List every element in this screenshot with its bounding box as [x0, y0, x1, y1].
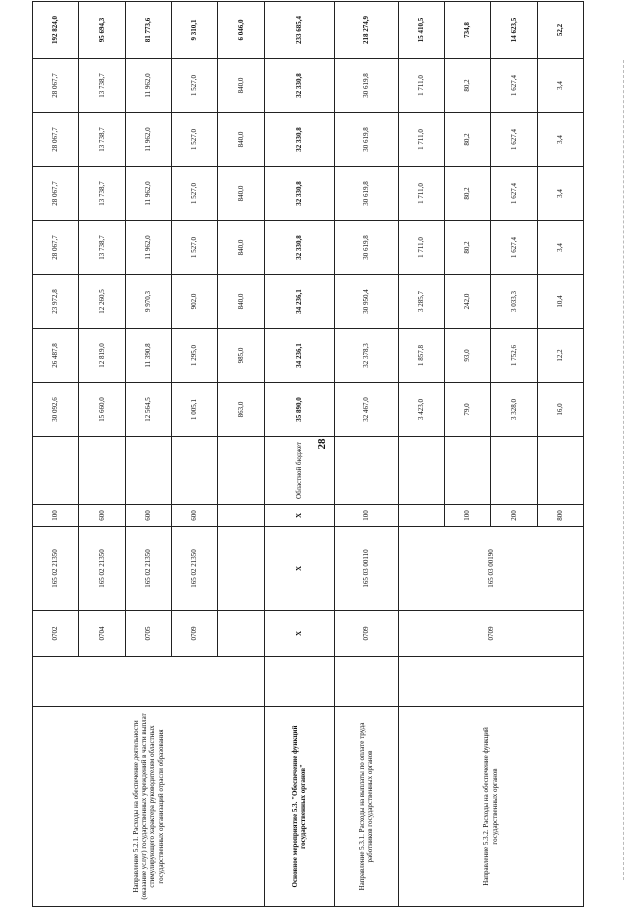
budget-table [32, 1, 584, 907]
row-label: Направление 5.3.2. Расходы на обеспечение функций государственных органов [398, 707, 583, 907]
table-row: Направление 5.3.1. Расходы на выплаты по оплате труда работников государственных органов 0709 165 03 00110 100 32 467,0 32 378,3 30 950,4 30 619,8 30 619,8 30 619,8 30 619,8 218 274,9 [334, 2, 398, 907]
table-row: 0709 165 02 21350 600 1 005,1 1 295,0 902,0 1 527,0 1 527,0 1 527,0 1 527,0 9 310,1 [171, 2, 217, 907]
row-label: Направление 5.2.1. Расходы на обеспечение деятельности (оказание услуг) государственных учреждений в части выплат стимулирующего характера руководителям областных государственных организаций отрасли образования [33, 707, 265, 907]
row-label: Направление 5.3.1. Расходы на выплаты по оплате труда работников государственных органов [334, 707, 398, 907]
table-row: 0704 165 02 21350 600 15 660,0 12 819,0 12 260,5 13 738,7 13 738,7 13 738,7 13 738,7 95 694,3 [79, 2, 125, 907]
table-row: Направление 5.2.1. Расходы на обеспечение деятельности (оказание услуг) государственных учреждений в части выплат стимулирующего характера руководителям областных государственных организаций отрасли образования 0702 165 02 21350 100 30 092,6 26 487,8 23 972,8 28 067,7 28 067,7 28 067,7 28 067,7 192 824,0 [33, 2, 79, 907]
table-row: Основное мероприятие 5.3. "Обеспечение функций государственных органов" Х Х Х Областной бюджет 35 890,0 34 236,1 34 236,1 32 330,8 32 330,8 32 330,8 32 330,8 233 685,4 [264, 2, 334, 907]
rotated-table-wrapper [32, 16, 584, 907]
table-row: 0705 165 02 21350 600 12 564,5 11 390,8 9 970,3 11 962,0 11 962,0 11 962,0 11 962,0 81 773,6 [125, 2, 171, 907]
table-row: 200 3 328,0 1 752,6 3 033,3 1 627,4 1 627,4 1 627,4 1 627,4 14 623,5 [491, 2, 537, 907]
table-row: 800 16,0 12,2 10,4 3,4 3,4 3,4 3,4 52,2 [537, 2, 583, 907]
table-row: 863,0 985,0 840,0 840,0 840,0 840,0 840,0 6 046,0 [218, 2, 264, 907]
row-label: Основное мероприятие 5.3. "Обеспечение функций государственных органов" [264, 707, 334, 907]
page-number: 28 [316, 438, 328, 450]
table-row: 100 79,0 93,0 242,0 80,2 80,2 80,2 80,2 734,8 [444, 2, 490, 907]
scan-edge-line [623, 60, 624, 880]
table-row: Направление 5.3.2. Расходы на обеспечение функций государственных органов 0709 165 03 00190 3 423,0 1 857,8 3 285,7 1 711,0 1 711,0 1 711,0 1 711,0 15 410,5 [398, 2, 444, 907]
